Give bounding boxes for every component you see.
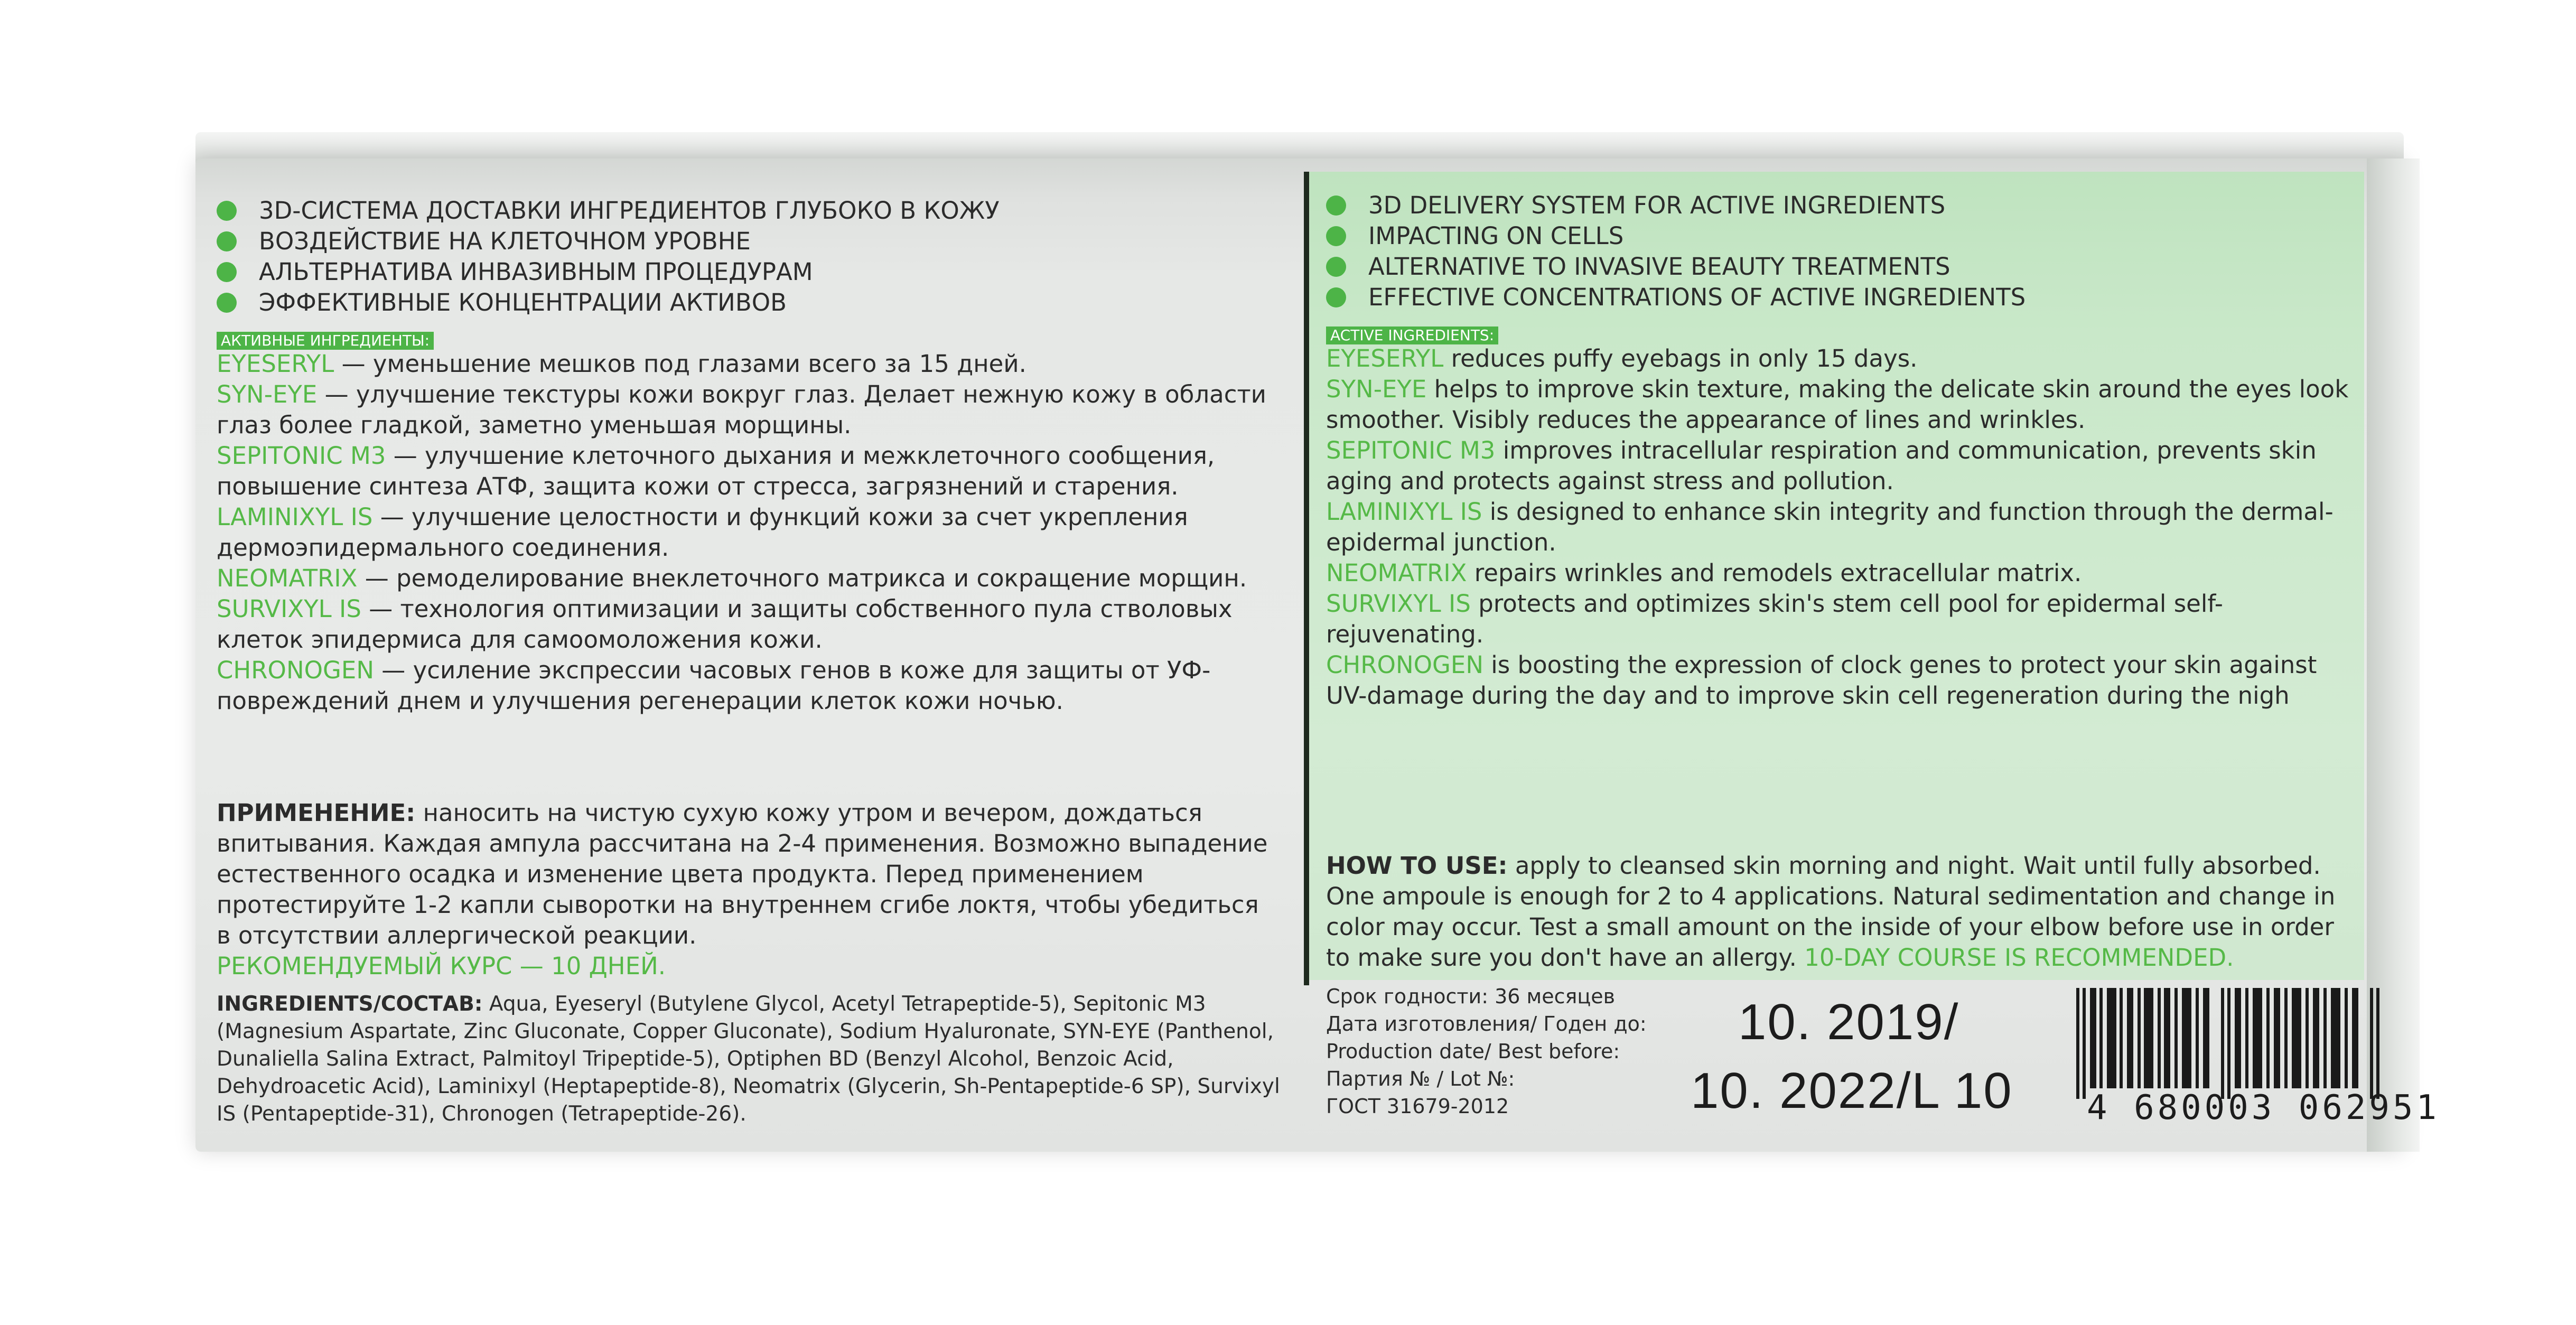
en-bullet: 3D DELIVERY SYSTEM FOR ACTIVE INGREDIENTS bbox=[1326, 190, 2356, 221]
barcode bbox=[2076, 988, 2383, 1099]
ru-bullet: 3D-СИСТЕМА ДОСТАВКИ ИНГРЕДИЕНТОВ ГЛУБОКО В КОЖУ bbox=[217, 195, 1273, 226]
panel-divider bbox=[1304, 172, 1309, 985]
manufacture-label: Дата изготовления/ Годен до: bbox=[1326, 1012, 1647, 1035]
bullet-dot-icon bbox=[1326, 226, 1346, 246]
ru-ingredient: CHRONOGEN — усиление экспрессии часовых генов в коже для защиты от УФ-повреждений днем и улучшения регенерации клеток кожи ночью. bbox=[217, 656, 1211, 715]
ru-ingredient: SURVIXYL IS — технология оптимизации и защиты собственного пула стволовых клеток эпидермиса для самоомоложения кожи. bbox=[217, 595, 1233, 654]
ru-ingredient: EYESERYL — уменьшение мешков под глазами всего за 15 дней. bbox=[217, 350, 1026, 378]
en-bullet-list bbox=[1326, 190, 2356, 313]
en-ingredient: SEPITONIC M3 improves intracellular respiration and communication, prevents skin aging and protects against stress and pollution. bbox=[1326, 436, 2317, 495]
ru-bullet: ЭФФЕКТИВНЫЕ КОНЦЕНТРАЦИИ АКТИВОВ bbox=[217, 287, 1273, 318]
ru-usage: ПРИМЕНЕНИЕ: наносить на чистую сухую кожу утром и вечером, дождаться впитывания. Каждая ампула рассчитана на 2-4 применения. Возможно выпадение естественного осадка и изменение цвета продукта. Перед применением протестируйте 1-2 капли сыворотки на внутреннем сгибе локтя, чтобы убедиться в отсутствии аллергической реакции. РЕКОМЕНДУЕМЫЙ КУРС — 10 ДНЕЙ. bbox=[217, 798, 1278, 982]
bullet-dot-icon bbox=[1326, 257, 1346, 277]
ru-ingredient-list bbox=[217, 349, 1278, 716]
en-bullet: IMPACTING ON CELLS bbox=[1326, 221, 2356, 251]
ru-composition: INGREDIENTS/СОСТАВ: Aqua, Eyeseryl (Butylene Glycol, Acetyl Tetrapeptide-5), Sepitonic M3 (Magnesium Aspartate, Zinc Gluconate, Copper Gluconate), Sodium Hyaluronate, SYN-EYE (Panthenol, Dunaliella Salina Extract, Palmitoyl Tripeptide-5), Optiphen BD (Benzyl Alcohol, Benzoic Acid, Dehydroacetic Acid), Laminixyl (Heptapeptide-8), Neomatrix (Glycerin, Sh-Pentapeptide-6 SP), Survixyl IS (Pentapeptide-31), Chronogen (Tetrapeptide-26). bbox=[217, 992, 1280, 1126]
en-ingredient-list bbox=[1326, 343, 2356, 711]
ru-ingredient: SEPITONIC M3 — улучшение клеточного дыхания и межклеточного сообщения, повышение синтеза АТФ, защита кожи от стресса, загрязнений и старения. bbox=[217, 442, 1215, 500]
en-ingredient: CHRONOGEN is boosting the expression of clock genes to protect your skin against UV-damage during the day and to improve skin cell regeneration during the nigh bbox=[1326, 651, 2317, 710]
en-usage: HOW TO USE: apply to cleansed skin morning and night. Wait until fully absorbed. One ampoule is enough for 2 to 4 applications. Natural sedimentation and change in color may occur. Test a small amount on the inside of your elbow before use in order to make sure you don't have an allergy. 10-DAY COURSE IS RECOMMENDED. bbox=[1326, 852, 2336, 972]
ru-bullet: АЛЬТЕРНАТИВА ИНВАЗИВНЫМ ПРОЦЕДУРАМ bbox=[217, 257, 1273, 287]
en-bullet: EFFECTIVE CONCENTRATIONS OF ACTIVE INGREDIENTS bbox=[1326, 282, 2356, 313]
gost-label: ГОСТ 31679-2012 bbox=[1326, 1095, 1509, 1118]
product-info-labels bbox=[1326, 983, 1696, 1120]
ru-active-label: АКТИВНЫЕ ИНГРЕДИЕНТЫ: bbox=[217, 322, 434, 353]
ru-course: РЕКОМЕНДУЕМЫЙ КУРС — 10 ДНЕЙ. bbox=[217, 952, 666, 980]
en-bullet: ALTERNATIVE TO INVASIVE BEAUTY TREATMENTS bbox=[1326, 251, 2356, 282]
expiry-lot: 10. 2022/L 10 bbox=[1691, 1062, 2013, 1119]
bullet-dot-icon bbox=[217, 231, 237, 251]
barcode-number: 4 680003 062951 bbox=[2087, 1088, 2440, 1127]
en-course: 10-DAY COURSE IS RECOMMENDED. bbox=[1804, 944, 2234, 972]
en-ingredient: SYN-EYE helps to improve skin texture, making the delicate skin around the eyes look smoother. Visibly reduces the appearance of lines and wrinkles. bbox=[1326, 375, 2349, 434]
bullet-dot-icon bbox=[1326, 287, 1346, 307]
shelf-life-label: Срок годности: 36 месяцев bbox=[1326, 985, 1615, 1008]
bullet-dot-icon bbox=[217, 293, 237, 313]
bullet-dot-icon bbox=[217, 262, 237, 282]
en-ingredient: NEOMATRIX repairs wrinkles and remodels extracellular matrix. bbox=[1326, 559, 2082, 587]
bullet-dot-icon bbox=[1326, 195, 1346, 216]
en-active-label: ACTIVE INGREDIENTS: bbox=[1326, 317, 1498, 348]
production-label: Production date/ Best before: bbox=[1326, 1040, 1620, 1063]
bullet-dot-icon bbox=[217, 201, 237, 221]
en-ingredient: LAMINIXYL IS is designed to enhance skin integrity and function through the dermal-epidermal junction. bbox=[1326, 498, 2334, 556]
lot-label: Партия № / Lot №: bbox=[1326, 1067, 1515, 1090]
ru-ingredient: NEOMATRIX — ремоделирование внеклеточного матрикса и сокращение морщин. bbox=[217, 564, 1247, 592]
ru-bullet-list bbox=[217, 195, 1273, 318]
ru-ingredient: SYN-EYE — улучшение текстуры кожи вокруг глаз. Делает нежную кожу в области глаз более гладкой, заметно уменьшая морщины. bbox=[217, 380, 1266, 439]
en-ingredient: EYESERYL reduces puffy eyebags in only 15 days. bbox=[1326, 344, 1918, 372]
production-date: 10. 2019/ bbox=[1738, 994, 1959, 1050]
en-ingredient: SURVIXYL IS protects and optimizes skin's stem cell pool for epidermal self-rejuvenating. bbox=[1326, 590, 2223, 648]
ru-ingredient: LAMINIXYL IS — улучшение целостности и функций кожи за счет укрепления дермоэпидермального соединения. bbox=[217, 503, 1188, 562]
ru-bullet: ВОЗДЕЙСТВИЕ НА КЛЕТОЧНОМ УРОВНЕ bbox=[217, 226, 1273, 257]
